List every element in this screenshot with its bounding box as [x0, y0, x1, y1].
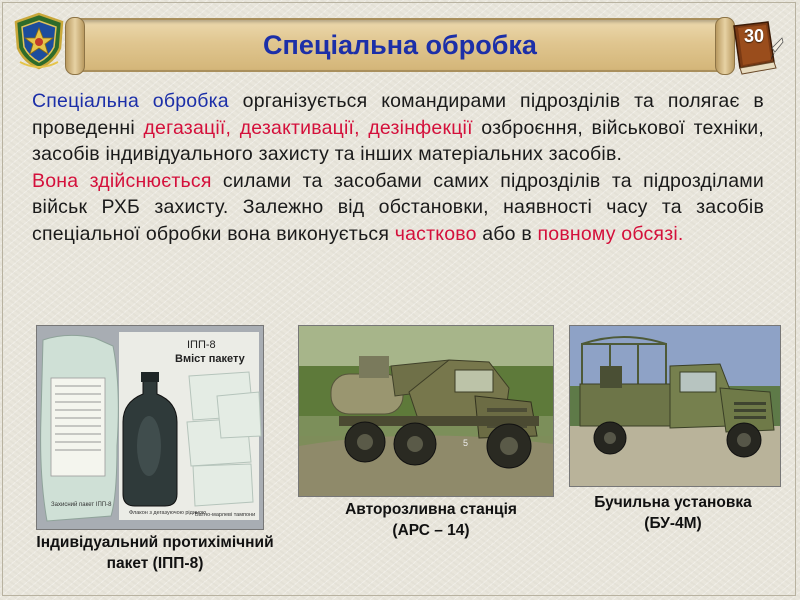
text-span: силами та засобами самих підрозділів та підрозділами військ РХБ захисту. Залежно від обстановки, наявності часу та засобів спеціальної обробки вона виконується	[32, 169, 764, 245]
svg-text:5: 5	[463, 438, 469, 448]
page-number: 30	[743, 26, 765, 46]
ipp-label-pads: Ватно-марлеві тампони	[195, 512, 256, 518]
ipp-sheet-subtitle: Вміст пакету	[175, 353, 245, 365]
bu-4m-photo	[569, 325, 781, 487]
highlight-full-scope: повному обсязі.	[537, 222, 684, 245]
body-text	[32, 88, 764, 247]
caption-line: Авторозливна станція	[345, 501, 517, 518]
text-span: організується командирами підрозділів та полягає в проведенні	[32, 90, 764, 139]
highlight-partially: частково	[394, 222, 477, 245]
page-title: Спеціальна обробка	[263, 29, 537, 60]
ipp-label-packet: Захисний пакет ІПП-8	[51, 502, 112, 508]
caption-line: (АРС – 14)	[392, 522, 470, 539]
paragraph-1	[32, 88, 764, 168]
caption-line: Бучильна установка	[594, 494, 752, 511]
ipp-8-photo	[36, 325, 264, 530]
ipp-label-flask: Флакон з дегазуючою рідиною	[129, 510, 207, 516]
text-span: озброєння, військової техніки, засобів індивідуального захисту та інших матеріальних засобів.	[32, 116, 764, 165]
ars-14-photo	[298, 325, 554, 497]
caption-line: пакет (ІПП-8)	[106, 555, 204, 572]
ipp-8-caption	[10, 532, 300, 574]
bu-4m-caption	[566, 492, 780, 534]
highlight-processes: дегазації, дезактивації, дезінфекції	[143, 116, 473, 139]
caption-line: Індивідуальний протихімічний	[36, 534, 274, 551]
caption-line: (БУ-4М)	[644, 515, 702, 532]
title-banner	[75, 18, 725, 72]
ars-14-caption	[298, 499, 564, 541]
highlight-carried-out: Вона здійснюється	[32, 169, 212, 192]
emblem-icon	[10, 12, 68, 70]
ipp-sheet-title: ІПП-8	[187, 339, 216, 351]
text-span: або в	[476, 222, 538, 245]
paragraph-2	[32, 168, 764, 248]
term-special-processing: Спеціальна обробка	[32, 90, 229, 112]
